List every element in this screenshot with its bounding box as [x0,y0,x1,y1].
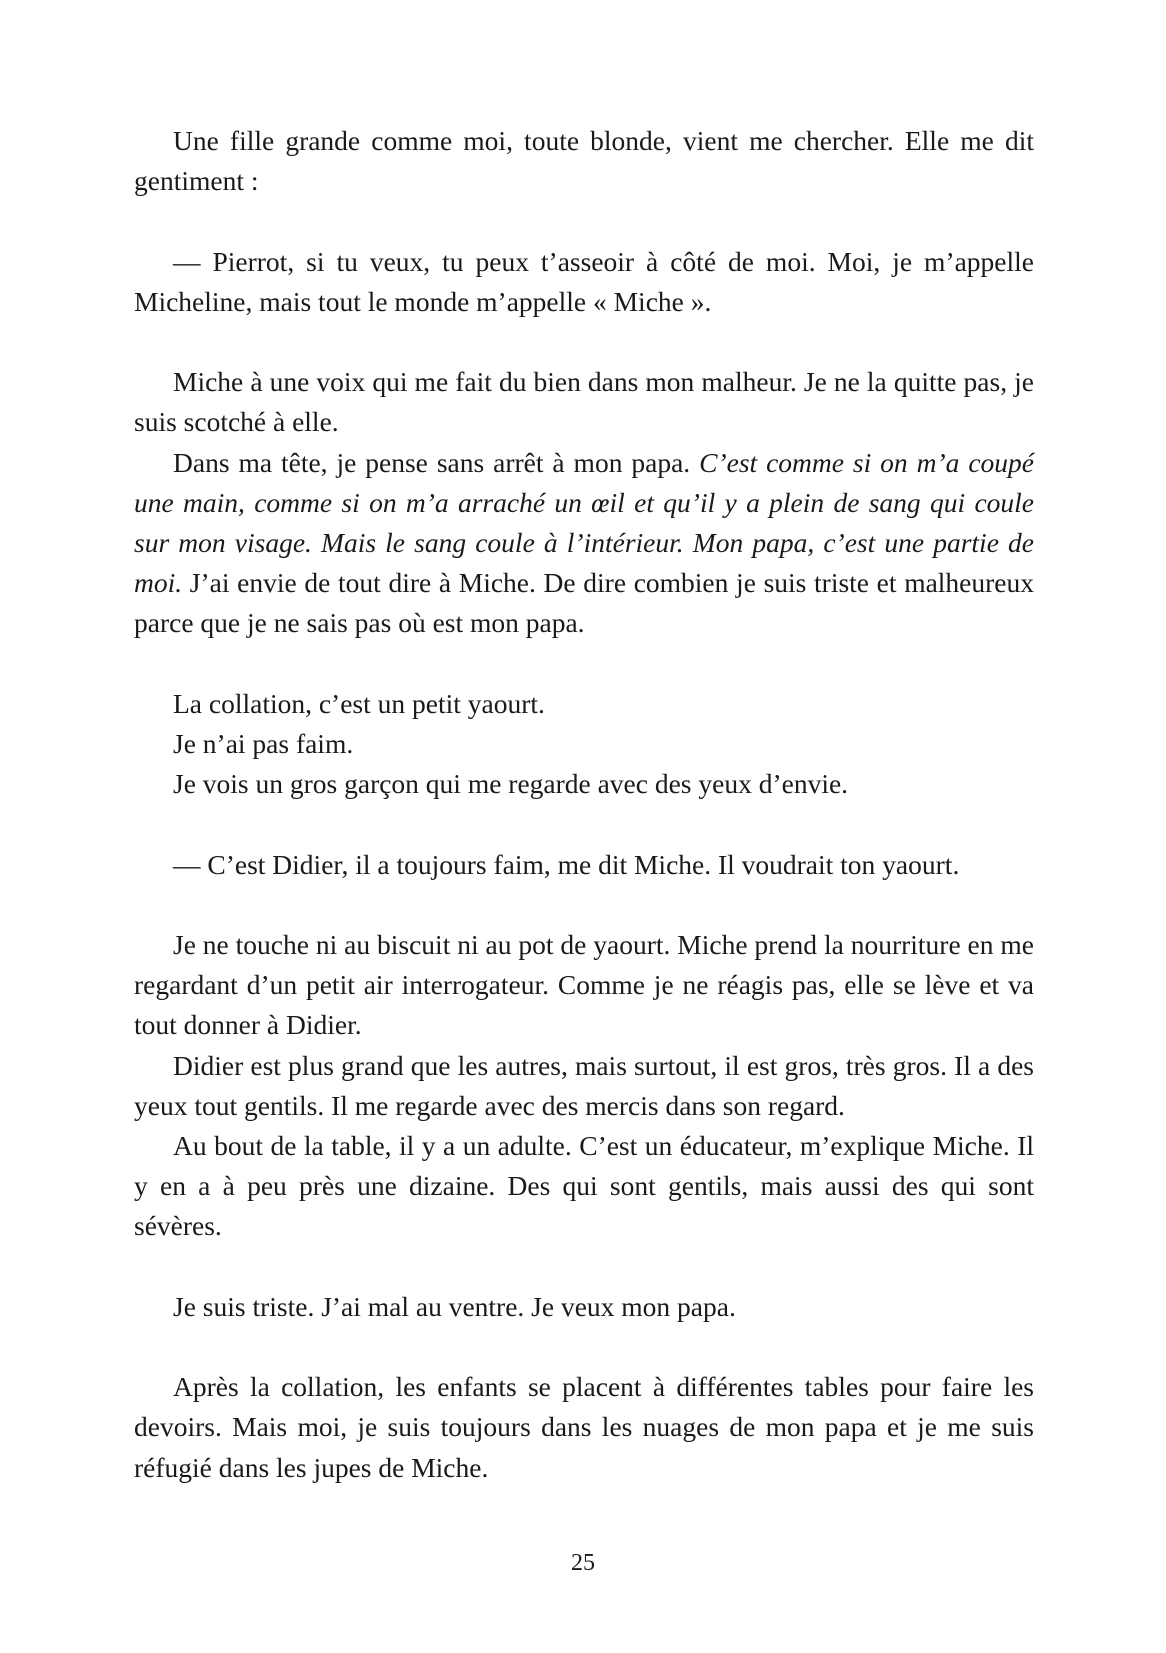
page-number: 25 [571,1550,595,1576]
paragraph: Je suis triste. J’ai mal au ventre. Je veux mon papa. [173,1290,736,1322]
paragraph: Didier est plus grand que les autres, mais surtout, il est gros, très gros. Il a des yeux tout gentils. Il me regarde avec des mercis dans son regard. [134,1049,1034,1121]
italic-thought: C’est comme si on m’a coupé une main, comme si on m’a arraché un œil et qu’il y a plein de sang qui coule sur mon visage. Mais le sang coule à l’intérieur. Mon papa, c’est une partie de moi. [134,446,1034,599]
dialogue-paragraph: — Pierrot, si tu veux, tu peux t’asseoir à côté de moi. Moi, je m’appelle Micheline, mais tout le monde m’appelle « Miche ». [134,245,1034,317]
paragraph: Je n’ai pas faim. [173,728,354,759]
body-text [134,121,1034,1488]
dialogue-paragraph: — C’est Didier, il a toujours faim, me dit Miche. Il voudrait ton yaourt. [173,848,960,880]
paragraph: La collation, c’est un petit yaourt. [173,687,545,719]
paragraph-with-italic [134,443,1034,644]
paragraph: Je vois un gros garçon qui me regarde avec des yeux d’envie. [173,768,849,800]
paragraph-text: J’ai envie de tout dire à Miche. De dire combien je suis triste et malheureux parce que je ne sais pas où est mon papa. [134,567,1034,639]
paragraph: Miche à une voix qui me fait du bien dans mon malheur. Je ne la quitte pas, je suis scotché à elle. [134,366,1034,438]
paragraph: Une fille grande comme moi, toute blonde, vient me chercher. Elle me dit gentiment : [134,125,1034,197]
paragraph: Au bout de la table, il y a un adulte. C’est un éducateur, m’explique Miche. Il y en a à peu près une dizaine. Des qui sont gentils, mais aussi des qui sont sévères. [134,1130,1034,1242]
paragraph: Après la collation, les enfants se placent à différentes tables pour faire les devoirs. Mais moi, je suis toujours dans les nuages de mon papa et je me suis réfugié dans les jupes de Miche. [134,1371,1034,1483]
paragraph: Je ne touche ni au biscuit ni au pot de yaourt. Miche prend la nourriture en me regardant d’un petit air interrogateur. Comme je ne réagis pas, elle se lève et va tout donner à Didier. [134,928,1034,1041]
paragraph-text: Dans ma tête, je pense sans arrêt à mon papa. [173,446,700,478]
